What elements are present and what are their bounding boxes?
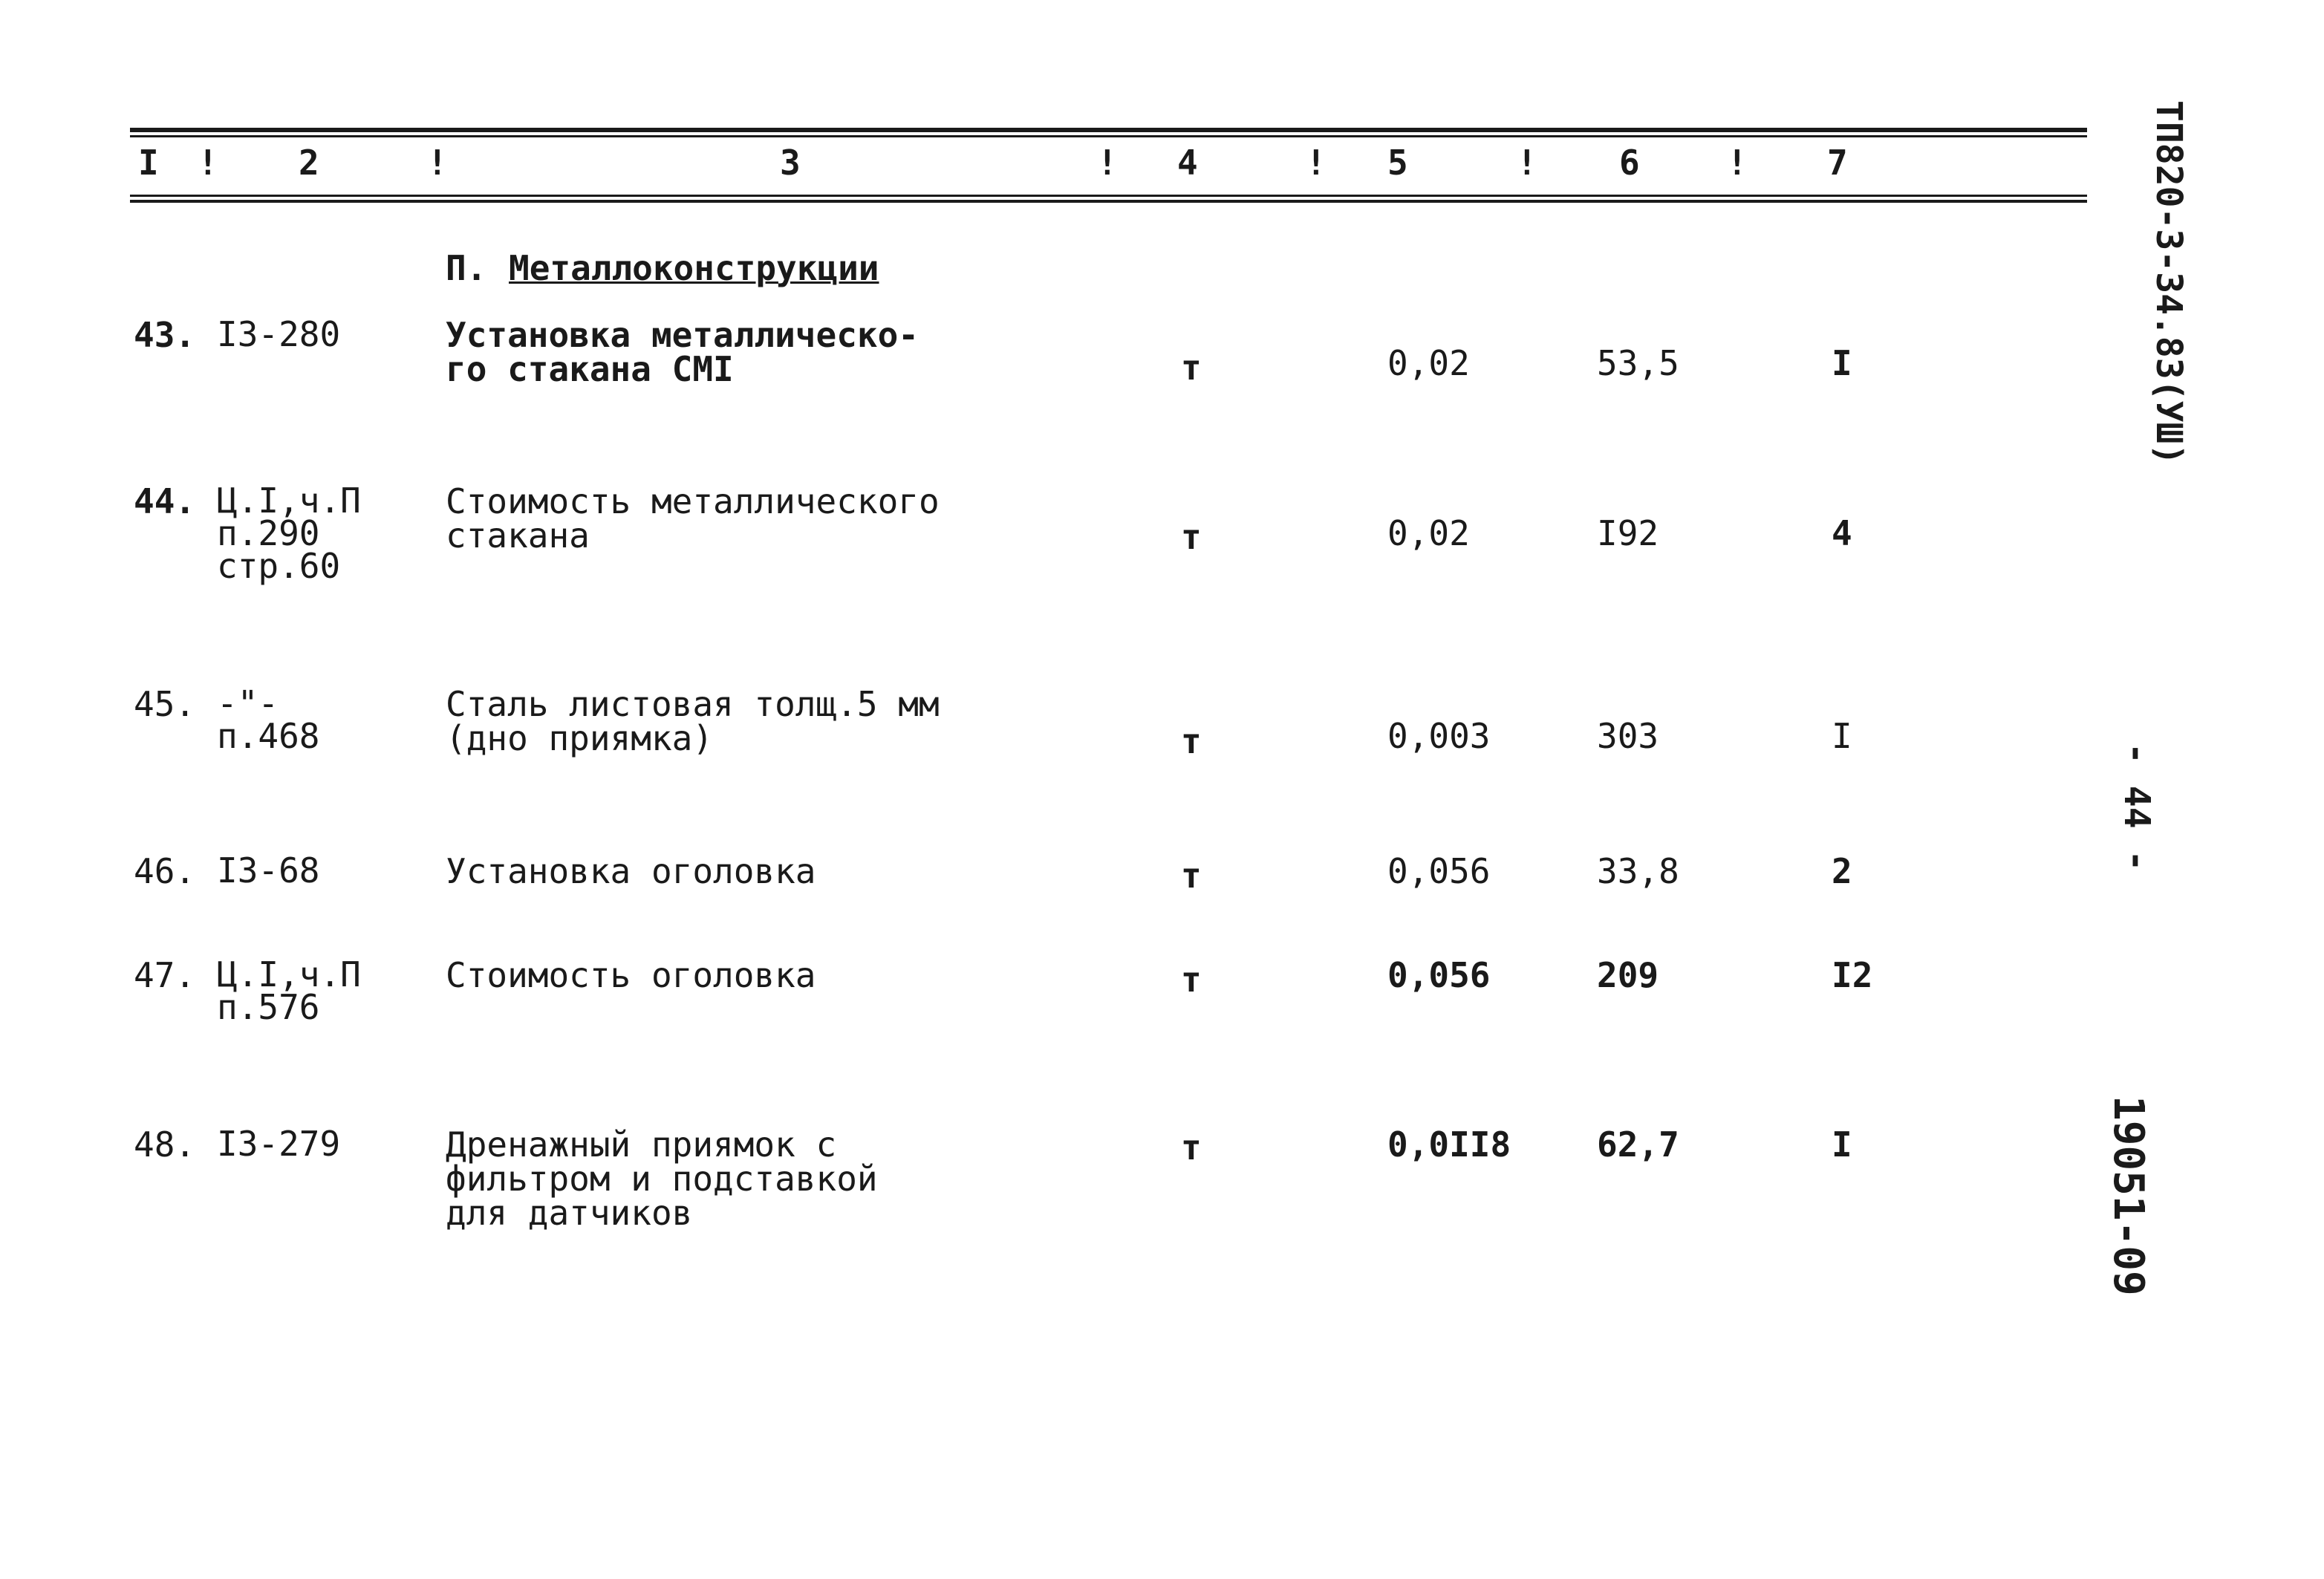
row-price: 62,7 xyxy=(1597,1124,1679,1165)
row-number: 44. xyxy=(134,481,196,521)
column-separator: ! xyxy=(1097,143,1118,183)
section-prefix: П. xyxy=(446,248,487,288)
column-header-1: I xyxy=(138,143,159,183)
row-quantity: 0,02 xyxy=(1387,513,1470,553)
header-bottom-rule-thick xyxy=(130,200,2087,203)
row-description: Стоимость металлического стакана xyxy=(446,481,940,556)
column-separator: ! xyxy=(198,143,218,183)
column-separator: ! xyxy=(1517,143,1537,183)
row-code: Ц.I,ч.П п.576 xyxy=(217,954,361,1027)
column-separator: ! xyxy=(427,143,448,183)
row-price: 209 xyxy=(1597,955,1659,995)
sheet-code: 19051-09 xyxy=(2104,1095,2152,1296)
row-quantity: 0,0II8 xyxy=(1387,1124,1511,1165)
header-bottom-rule xyxy=(130,195,2087,197)
table-top-rule-thin xyxy=(130,135,2087,137)
row-number: 45. xyxy=(134,684,196,724)
row-code: I3-68 xyxy=(217,850,320,891)
row-sum: I xyxy=(1832,343,1852,383)
row-unit: т xyxy=(1181,517,1202,557)
column-separator: ! xyxy=(1727,143,1748,183)
row-sum: 2 xyxy=(1832,851,1852,891)
row-description: Дренажный приямок с фильтром и подставкой для датчиков xyxy=(446,1124,878,1233)
section-title: Металлоконструкции xyxy=(509,248,879,288)
column-header-2: 2 xyxy=(299,143,319,183)
row-quantity: 0,056 xyxy=(1387,851,1491,891)
row-unit: т xyxy=(1181,348,1202,388)
document-code: ТП820-3-34.83(УШ) xyxy=(2148,100,2190,466)
column-header-3: 3 xyxy=(780,143,801,183)
row-code: I3-280 xyxy=(217,314,341,354)
row-price: 303 xyxy=(1597,716,1659,756)
row-unit: т xyxy=(1181,721,1202,761)
column-header-6: 6 xyxy=(1619,143,1640,183)
row-price: 53,5 xyxy=(1597,343,1679,383)
column-header-7: 7 xyxy=(1827,143,1848,183)
row-description: Стоимость оголовка xyxy=(446,955,816,995)
column-header-4: 4 xyxy=(1177,143,1198,183)
row-code: I3-279 xyxy=(217,1124,341,1164)
row-description: Установка металлическо- го стакана СМI xyxy=(446,315,919,389)
row-unit: т xyxy=(1181,856,1202,896)
row-sum: I xyxy=(1832,1124,1852,1165)
row-quantity: 0,003 xyxy=(1387,716,1491,756)
row-code: Ц.I,ч.П п.290 стр.60 xyxy=(217,481,361,586)
row-number: 43. xyxy=(134,315,196,355)
table-top-rule xyxy=(130,128,2087,132)
row-sum: I2 xyxy=(1832,955,1873,995)
column-separator: ! xyxy=(1306,143,1327,183)
row-unit: т xyxy=(1181,960,1202,1000)
row-quantity: 0,056 xyxy=(1387,955,1491,995)
row-unit: т xyxy=(1181,1127,1202,1168)
row-quantity: 0,02 xyxy=(1387,343,1470,383)
row-number: 47. xyxy=(134,955,196,995)
row-sum: I xyxy=(1832,716,1852,756)
column-header-5: 5 xyxy=(1387,143,1408,183)
row-price: I92 xyxy=(1597,513,1659,553)
row-sum: 4 xyxy=(1832,513,1852,553)
row-description: Установка оголовка xyxy=(446,851,816,891)
row-price: 33,8 xyxy=(1597,851,1679,891)
row-description: Сталь листовая толщ.5 мм (дно приямка) xyxy=(446,684,940,758)
row-number: 46. xyxy=(134,851,196,891)
page-number: - 44 - xyxy=(2116,743,2158,872)
row-code: -"- п.468 xyxy=(217,683,320,756)
row-number: 48. xyxy=(134,1124,196,1165)
